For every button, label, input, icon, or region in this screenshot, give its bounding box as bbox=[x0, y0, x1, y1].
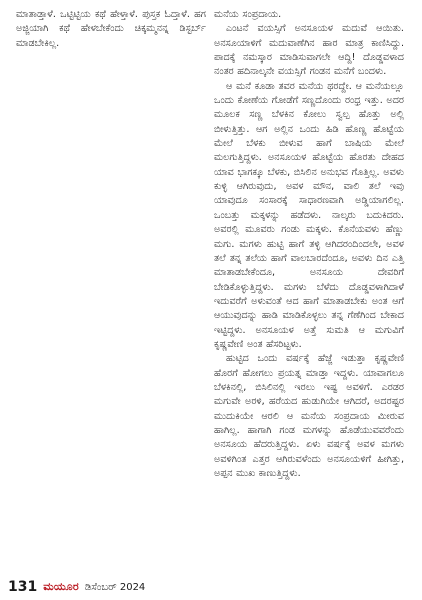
paragraph: ಎಂಟನೆ ವಯಸ್ಸಿಗೆ ಅನಸೂಯಳ ಮದುವೆ ಆಯಿತು. ಅನಸೂಯಾಳಿಗೆ ಮದುವಾಣೆಗಿನ ಹಾರ ಮಾತ್ರ ಕಾಣಿಸಿದ್ದು. ಪಾದಕ್ಕೆ ನಮಸ್ಕಾರ ಮಾಡಿಸುವಾಗಲೇ ಆದ್ದಿ! ದೊಡ್ಡವಳಾದ ನಂತರ ಹದಿನಾಲ್ಕನೇ ವಯಸ್ಸಿಗೆ ಗಂಡನ ಮನೆಗೆ ಬಂದಳು. bbox=[214, 23, 404, 78]
paragraph: ಮಾತಾಡ್ತಾಳೆ. ಒಟ್ಟಿಟ್ಟಿಯ ಕಥೆ ಹೇಳ್ತಾಳೆ. ಪುಸ್ತಕ ಓದ್ತಾಳೆ. ಹಗ ಅಜ್ಜಿಯಾಗಿ ಕಥೆ ಹೇಳಬೇಕೆಂದು ಚಿಕ್ಕಮ್ಮನನ್ನ ಡಿಸ್ಟರ್ಬ್ ಮಾಡಬೇಕಿಲ್ಲ. bbox=[16, 9, 206, 49]
paragraph: ಹುಟ್ಟಿದ ಒಂದು ವರ್ಷಕ್ಕೆ ಹೆಜ್ಜೆ ಇಡುತ್ತಾ ಕೃಷ್ಣವೇಣಿ ಹೊರಗೆ ಹೋಗಲು ಪ್ರಯತ್ನ ಮಾಡ್ತಾ ಇದ್ದಳು. ಯಾವಾಗಲೂ ಬೆಳಕಿನಲ್ಲಿ, ಬಿಸಿಲಿನಲ್ಲಿ ಇರಲು ಇಷ್ಟ ಅವಳಿಗೆ. ಎರಡರ ಮಗುವೇ ಅರಳಿ, ಹರೆಯದ ಹುಡುಗಿಯೇ ಆಗಿದರೆ, ಅದರಷ್ಟರ ಮುದುಕಿಯೇ ಆರಲಿ ಆ ಮನೆಯ ಸಂಪ್ರದಾಯ ಮೀರುವ ಹಾಗಿಲ್ಲ. ಹಾಗಾಗಿ ಗಂಡ ಮಗಳನ್ನು ಹೊಡೆಯುವವರೆಂದು ಅನಸೂಯ ಹೆದರುತ್ತಿದ್ದಳು. ಏಳು ವರ್ಷಕ್ಕೆ ಅವಳ ಮಗಳು ಅವಳಿಗಿಂತ ಎತ್ತರ ಆಗಿರುವಳೆಂದು ಅನಸೂಯಳಿಗೆ ಹೀಗಿತ್ತು, ಅಪ್ಪನ ಮುಖ ಕಾಣುತ್ತಿದ್ದಳು. bbox=[214, 353, 404, 479]
paragraph: ಮನೆಯ ಸಂಪ್ರದಾಯ. bbox=[214, 9, 282, 20]
magazine-logo: ಮಯೂರ bbox=[43, 580, 79, 593]
left-column bbox=[16, 8, 206, 51]
issue-date: ಡಿಸೆಂಬರ್ 2024 bbox=[84, 581, 146, 593]
page-footer bbox=[8, 579, 145, 595]
paragraph: ಆ ಮನೆ ಕೂಡಾ ತವರ ಮನೆಯ ಥರದ್ದೇ. ಆ ಮನೆಯಲ್ಲೂ ಒಂದು ಕೋಣೆಯ ಗೋಡೆಗೆ ಸಣ್ಣದೊಂದು ರಂಧ್ರ ಇತ್ತು. ಅದರ ಮೂಲಕ ಸಣ್ಣ ಬೆಳಕಿನ ಕೋಲು ಸ್ವಲ್ಪ ಹೊತ್ತು ಅಲ್ಲಿ ಬೀಳುತ್ತಿತ್ತು. ಆಗ ಅಲ್ಲಿನ ಒಂದು ಹಿಡಿ ಹೊಣ್ಣ ಹೊಟ್ಟೆಯ ಮೇಲೆ ಬೆಳಕು ಬೀಳುವ ಹಾಗೆ ಬಾಷಿಯ ಮೇಲೆ ಮಲಗುತ್ತಿದ್ದಳು. ಅನಸೂಯಳ ಹೊಟ್ಟೆಯ ಹೊರತು ದೇಹದ ಯಾವ ಭಾಗಕ್ಕೂ ಬೆಳಕು, ಬಿಸಿಲಿನ ಅನುಭವ ಗೊತ್ತಿಲ್ಲ. ಅವಳು ಕುಳ್ಳಿ ಆಗಿರುವುದು, ಅವಳ ಮೌನ, ವಾಲಿ ತಲೆ ಇವು ಯಾವುದೂ ಸಂಸಾರಕ್ಕೆ ಸಾಧಾರಣವಾಗಿ ಅಡ್ಡಿಯಾಗಲಿಲ್ಲ. ಒಂಬತ್ತು ಮಕ್ಕಳನ್ನು ಹಡೆದಳು. ನಾಲ್ಕರು ಬದುಕಿದರು. ಅವರಲ್ಲಿ ಮೂವರು ಗಂಡು ಮಕ್ಕಳು. ಕೊನೆಯವಳು ಹೆಣ್ಣು ಮಗು. ಮಗಳು ಹುಟ್ಟಿ ಹಾಗೆ ತಳ್ಳಿ ಆಗಿದರಂದಿಂದಲೇ, ಅವಳ ತಲೆ ತನ್ನ ತಲೆಯ ಹಾಗೆ ವಾಲಬಾರದೆಂದೂ, ಅವಳು ದಿನ ಎತ್ತಿ ಮಾತಾಡಬೇಕೆಂದೂ, ಅನಸೂಯ ದೇವರಿಗೆ ಬೇಡಿಕೊಳ್ಳುತ್ತಿದ್ದಳು. ಮಗಳು ಬೆಳೆದು ದೊಡ್ಡವಳಾಗಿದಾಳೆ ಇದುವರೆಗೆ ಅಳುವಂತೆ ಆದ ಹಾಗೆ ಮಾತಾಡಬೇಕು ಅಂತ ಆಗೆ ಆಯುವುದನ್ನು ಹಾಡಿ ಮಾಡಿಕೊಳ್ಳಲು ತನ್ನ ಗೆಣೆಗಿಂದ ಬೇಕಾದ ಇಟ್ಟಿದ್ದಳು. ಅನಸೂಯಳ ಅತ್ತೆ ಸುಮತಿ ಆ ಮಗುವಿಗೆ ಕೃಷ್ಣವೇಣಿ ಅಂತ ಹೆಸರಿಟ್ಟಳು. bbox=[214, 80, 404, 350]
page-number: 131 bbox=[8, 579, 38, 595]
right-column bbox=[214, 8, 404, 481]
